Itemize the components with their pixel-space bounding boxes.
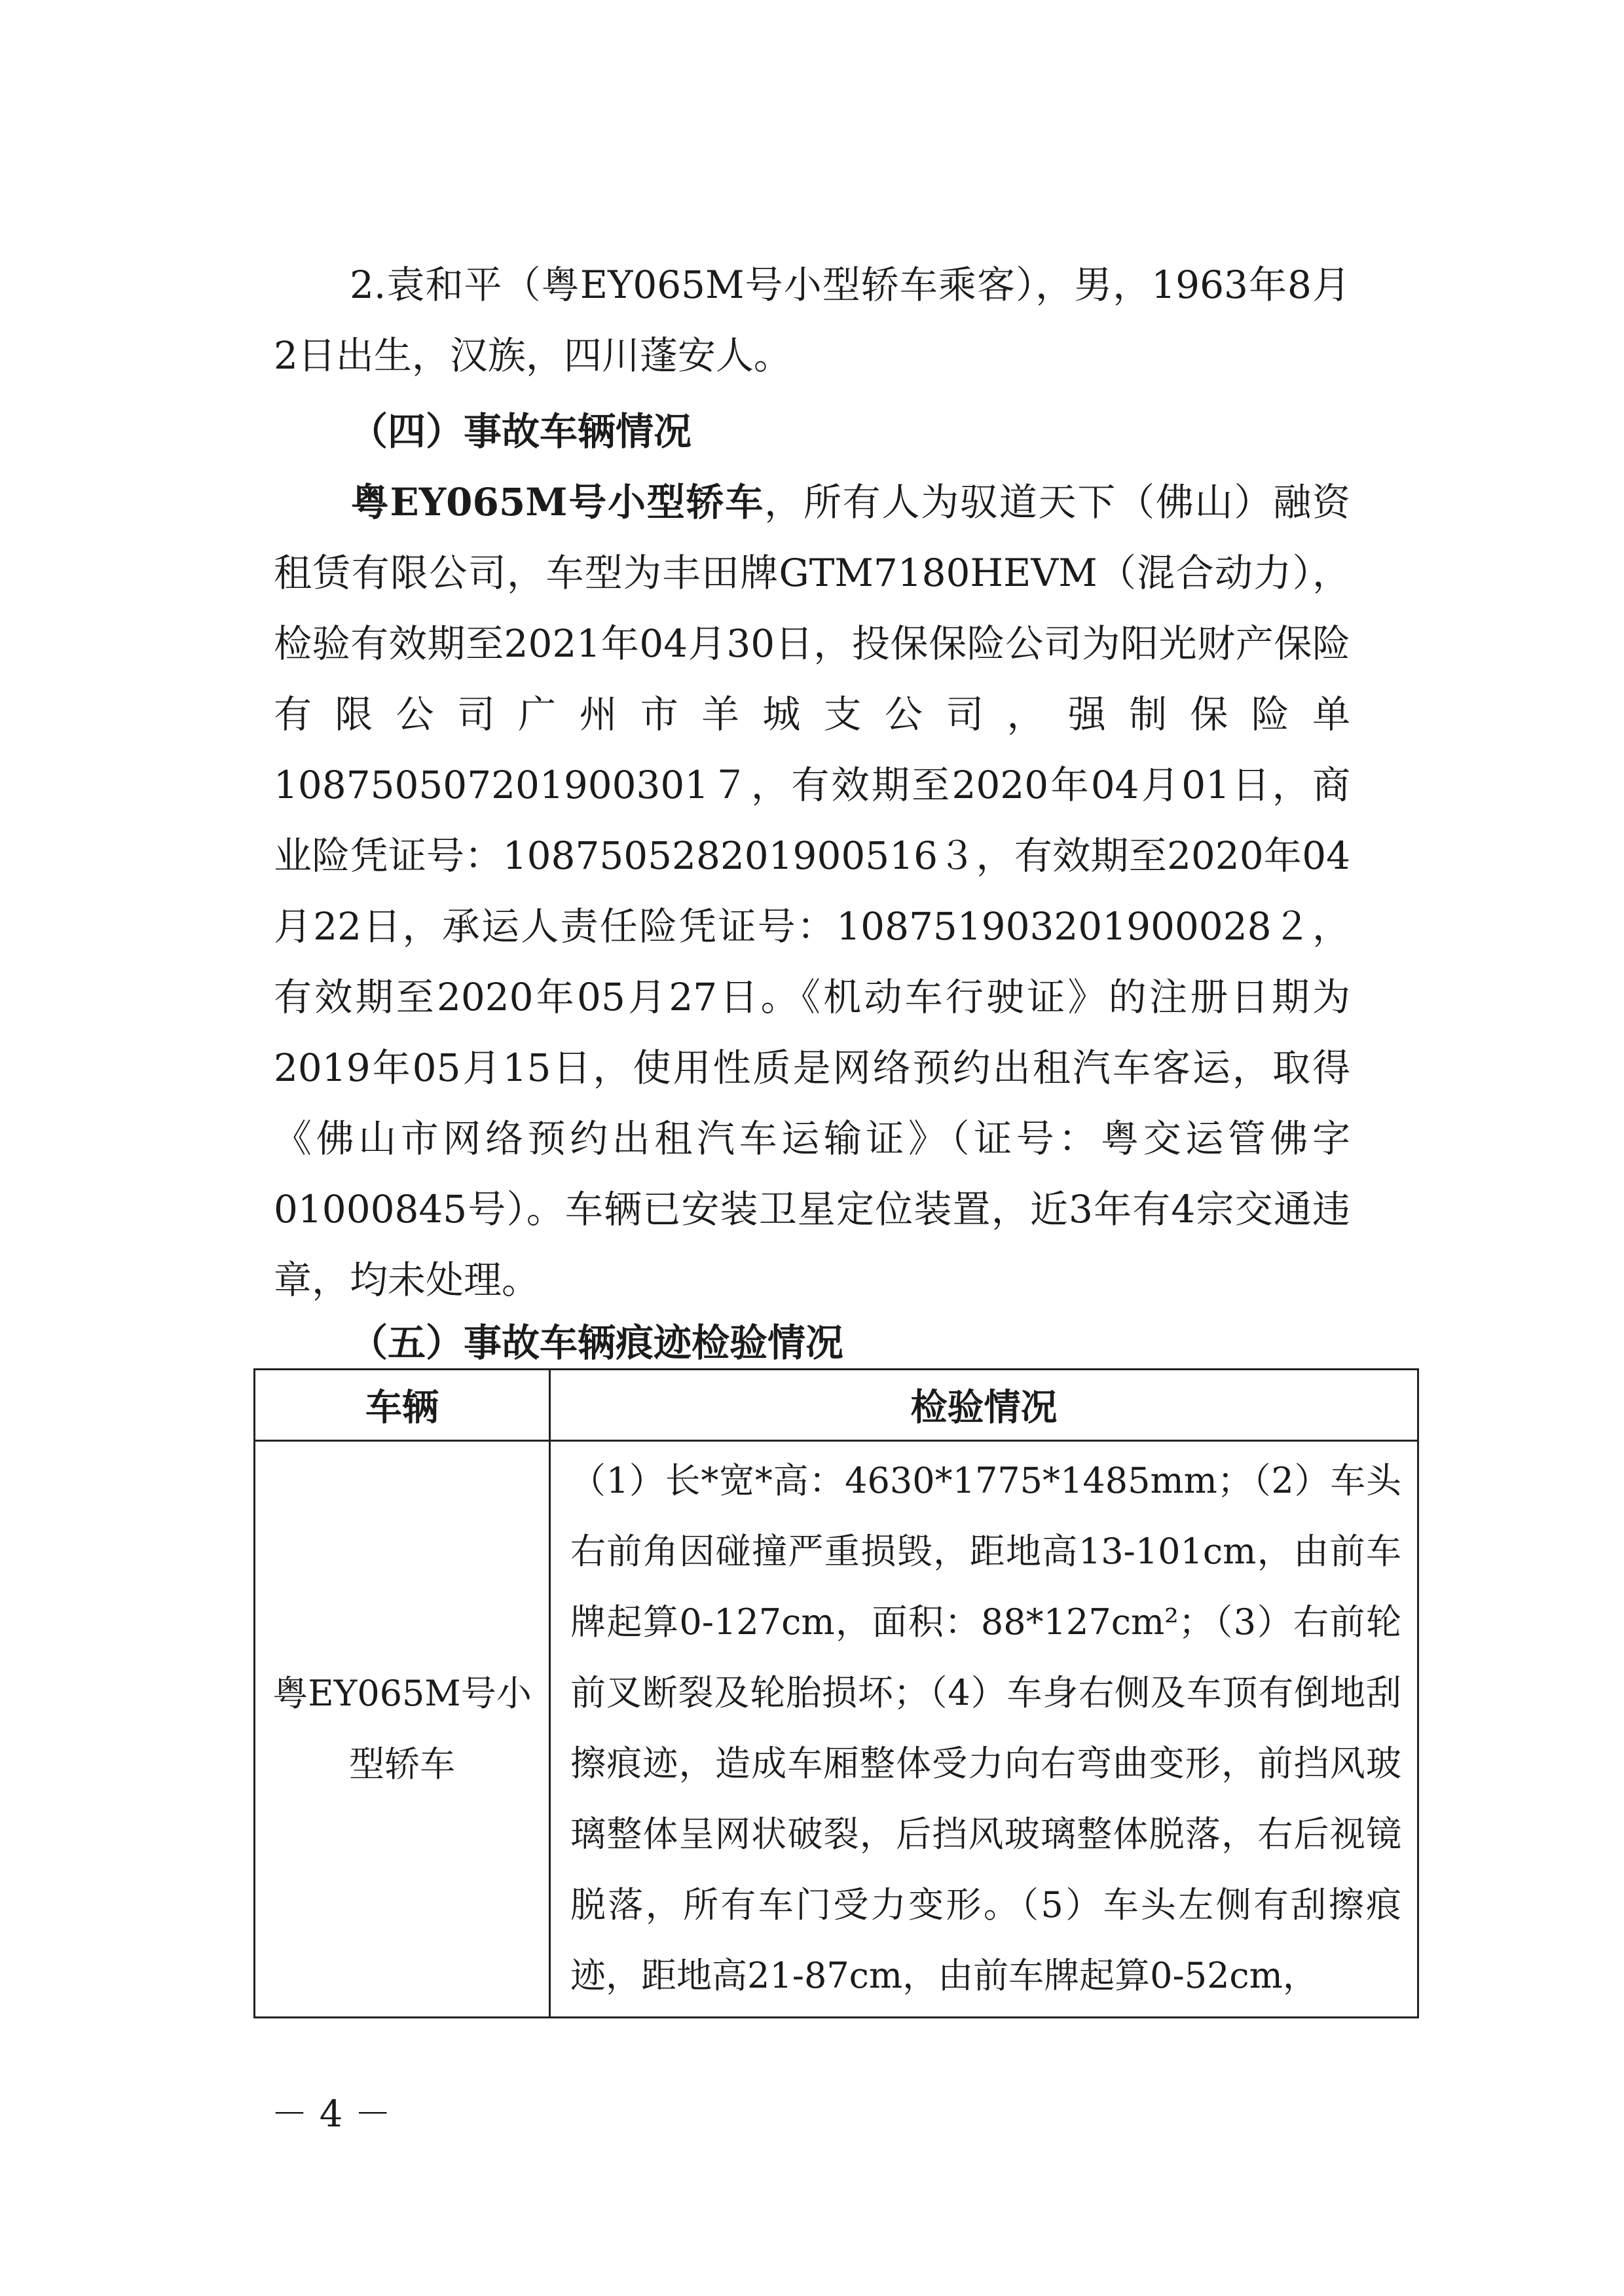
vehicle-plate-lead: 粤EY065M号小型轿车	[350, 480, 765, 524]
page-number: － 4 －	[271, 2093, 392, 2136]
table-header-row	[255, 1370, 1418, 1441]
section-heading-trace-inspection: （五）事故车辆痕迹检验情况	[350, 1321, 844, 1365]
paragraph-vehicle-info	[274, 467, 1350, 1315]
inspection-table	[253, 1368, 1419, 2018]
cell-inspection-detail: （1）长*宽*高：4630*1775*1485mm；（2）车头右前角因碰撞严重损毁，距地高13-101cm，由前车牌起算0-127cm，面积：88*127cm²；（3）右前轮前叉断裂及轮胎损坏；（4）车身右侧及车顶有倒地刮擦痕迹，造成车厢整体受力向右弯曲变形，前挡风玻璃整体呈网状破裂，后挡风玻璃整体脱落，右后视镜脱落，所有车门受力变形。（5）车头左侧有刮擦痕迹，距地高21-87cm，由前车牌起算0-52cm，	[550, 1441, 1418, 2018]
table-row	[255, 1441, 1418, 2018]
paragraph-passenger-info	[274, 249, 1350, 391]
passenger-info-text: 2.袁和平（粤EY065M号小型轿车乘客），男，1963年8月2日出生，汉族，四川蓬安人。	[274, 263, 1350, 378]
header-vehicle: 车辆	[255, 1370, 550, 1441]
section-heading-vehicle-info: （四）事故车辆情况	[350, 409, 692, 454]
header-inspection: 检验情况	[550, 1370, 1418, 1441]
vehicle-info-text: ，所有人为驭道天下（佛山）融资租赁有限公司，车型为丰田牌GTM7180HEVM（混合动力），检验有效期至2021年04月30日，投保保险公司为阳光财产保险有限公司广州市羊城支公司，强制保险单108750507201900301７，有效期至2020年04月01日，商业险凭证号：108750528201900516３，有效期至2020年04月22日，承运人责任险凭证号：108751903201900028２，有效期至2020年05月27日。《机动车行驶证》的注册日期为2019年05月15日，使用性质是网络预约出租汽车客运，取得《佛山市网络预约出租汽车运输证》（证号：粤交运管佛字01000845号）。车辆已安装卫星定位装置，近3年有4宗交通违章，均未处理。	[274, 480, 1350, 1302]
cell-vehicle: 粤EY065M号小型轿车	[255, 1441, 550, 2018]
